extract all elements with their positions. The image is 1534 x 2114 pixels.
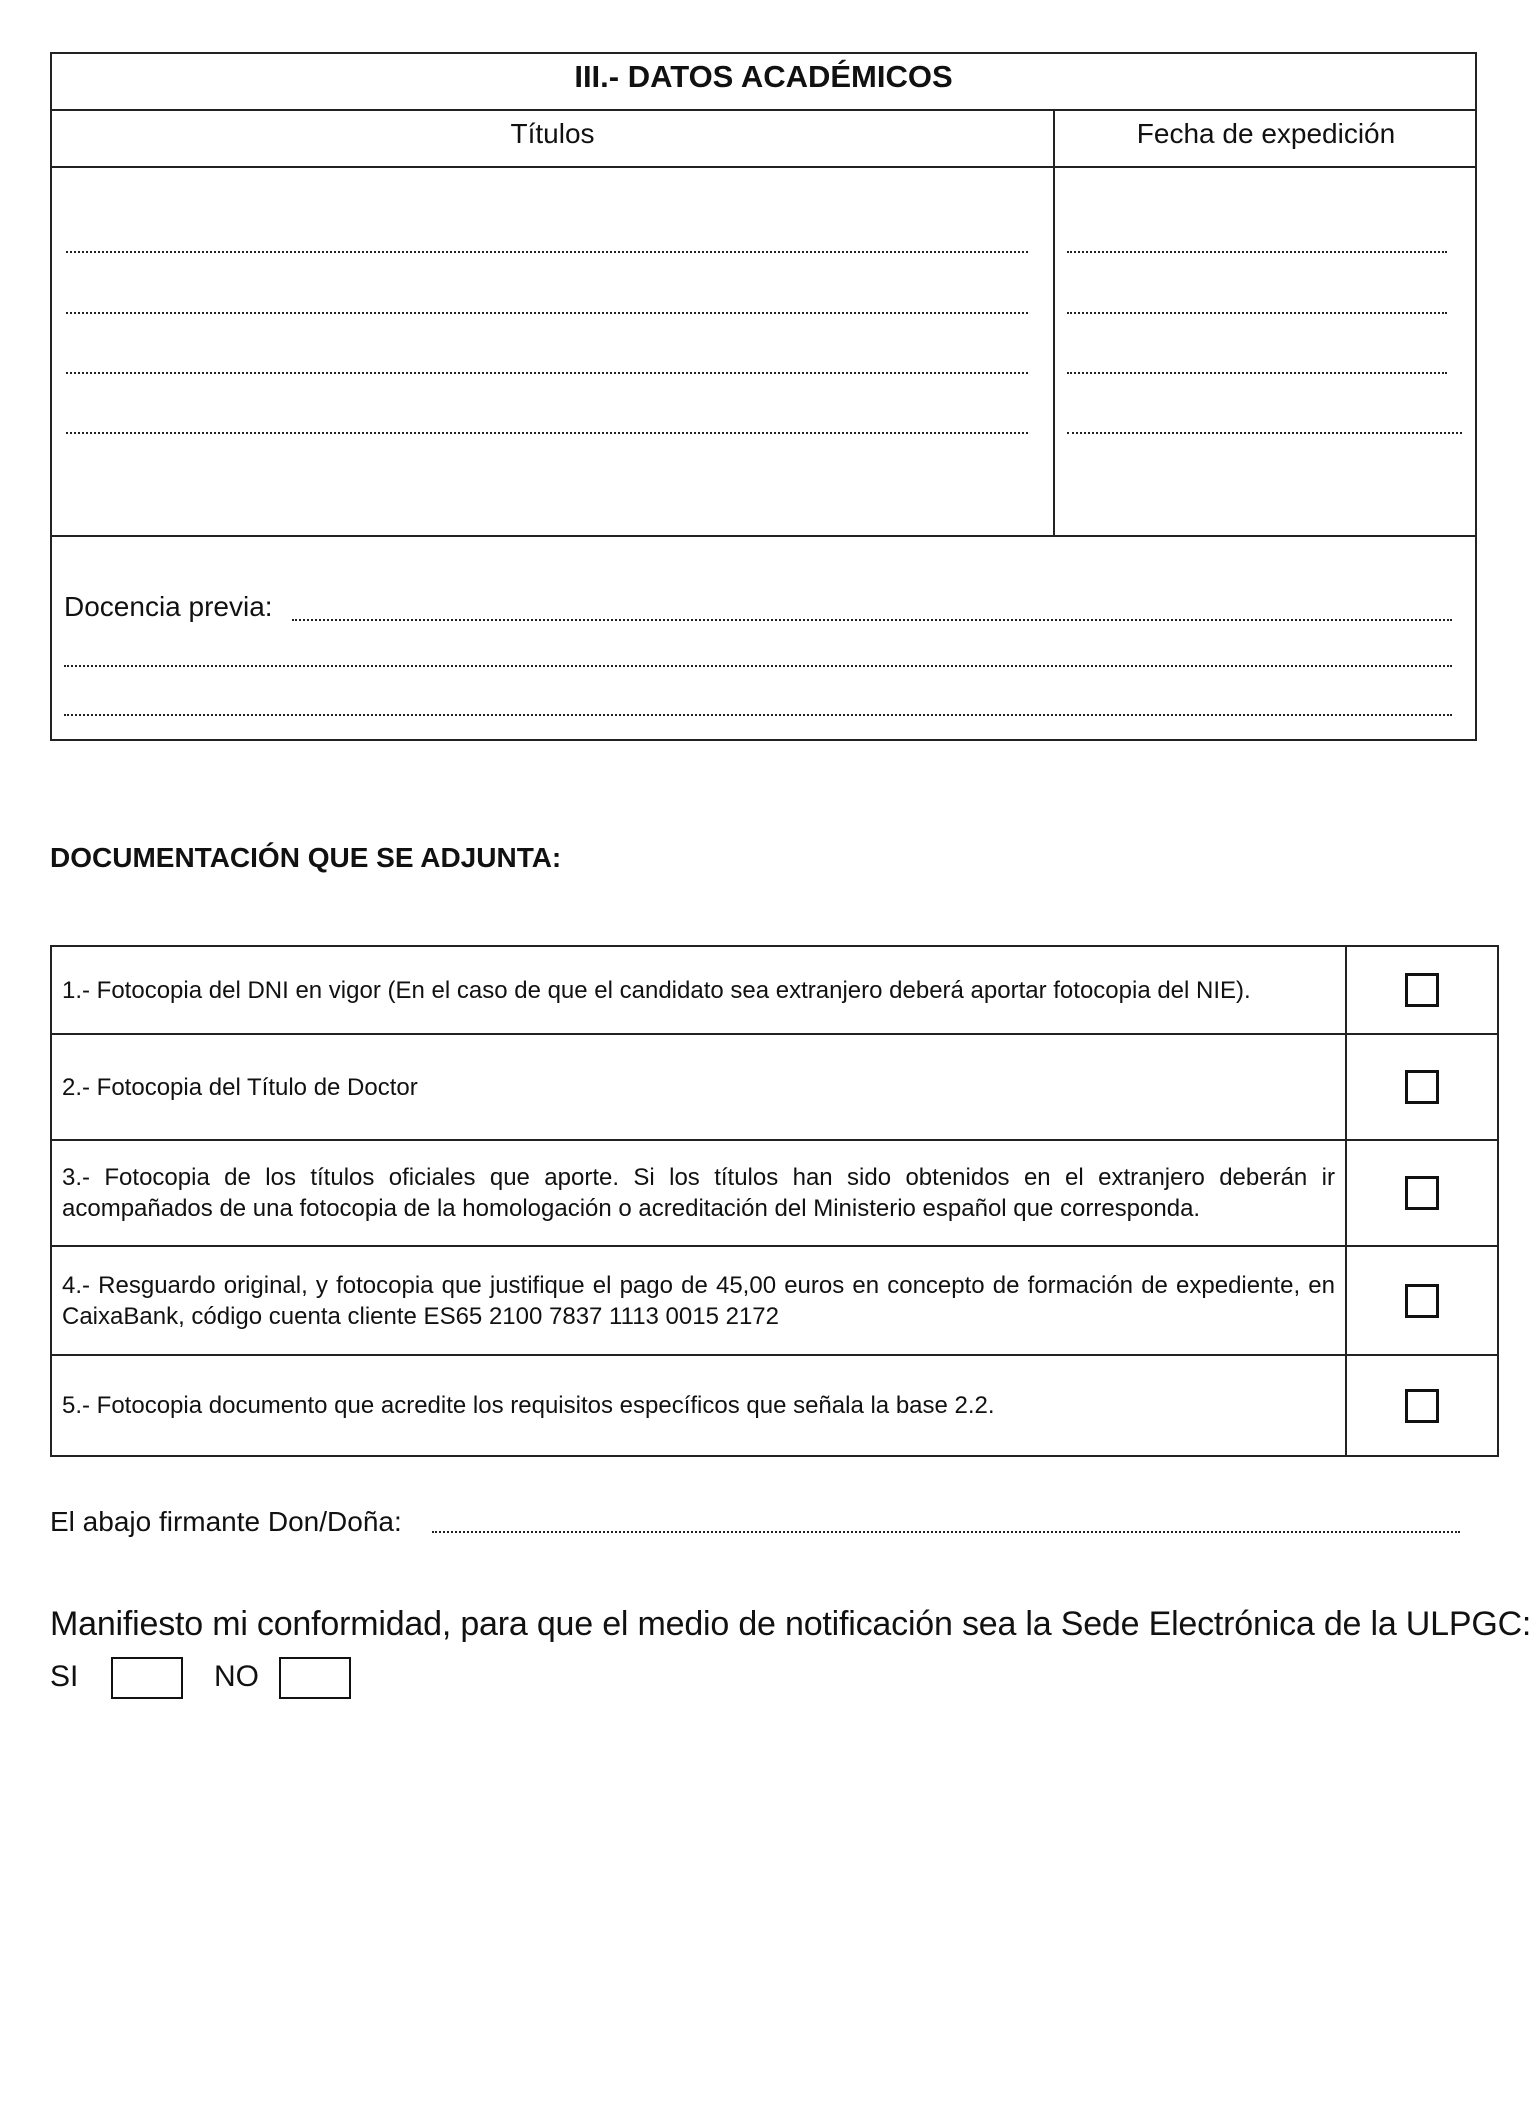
signatory-label: El abajo firmante Don/Doña: (50, 1506, 402, 1537)
document-item-text: 3.- Fotocopia de los títulos oficiales que aporte. Si los títulos han sido obtenidos en el extranjero deberán ir acompañados de una fotocopia de la homologación o acreditación del Ministerio español que corresponda. (62, 1164, 1335, 1222)
previous-teaching-line-2[interactable] (64, 665, 1452, 667)
academic-data-section (50, 52, 1477, 741)
notification-consent-text: Manifiesto mi conformidad, para que el medio de notificación sea la Sede Electrónica de la ULPGC: (50, 1605, 1532, 1643)
titles-entry-area (52, 168, 1055, 537)
title-entry-line-2[interactable] (66, 312, 1028, 314)
document-item-text: 2.- Fotocopia del Título de Doctor (62, 1073, 418, 1101)
document-checkbox-2[interactable] (1405, 1070, 1439, 1104)
previous-teaching-area (52, 537, 1475, 739)
title-entry-line-4[interactable] (66, 432, 1028, 434)
date-entry-line-2[interactable] (1067, 312, 1447, 314)
title-entry-line-1[interactable] (66, 251, 1028, 253)
document-checkbox-1[interactable] (1405, 973, 1439, 1007)
document-row (52, 1141, 1497, 1247)
document-row (52, 1035, 1497, 1141)
previous-teaching-line-1[interactable] (292, 619, 1452, 621)
attached-documents-table (50, 945, 1499, 1457)
document-item-text: 1.- Fotocopia del DNI en vigor (En el caso de que el candidato sea extranjero deberá aportar fotocopia del NIE). (62, 976, 1251, 1004)
yes-checkbox[interactable] (111, 1657, 183, 1699)
document-item-text: 4.- Resguardo original, y fotocopia que justifique el pago de 45,00 euros en concepto de formación de expediente, en CaixaBank, código cuenta cliente ES65 2100 7837 1113 0015 2172 (62, 1271, 1335, 1330)
attached-documents-heading: DOCUMENTACIÓN QUE SE ADJUNTA: (50, 842, 562, 873)
no-checkbox[interactable] (279, 1657, 351, 1699)
document-checkbox-5[interactable] (1405, 1389, 1439, 1423)
titles-column-header: Títulos (52, 111, 1055, 168)
issue-date-entry-area (1055, 168, 1477, 537)
no-label: NO (214, 1660, 259, 1693)
date-entry-line-1[interactable] (1067, 251, 1447, 253)
document-checkbox-3[interactable] (1405, 1176, 1439, 1210)
issue-date-column-header: Fecha de expedición (1055, 111, 1477, 168)
document-row (52, 947, 1497, 1035)
document-row (52, 1356, 1497, 1455)
date-entry-line-3[interactable] (1067, 372, 1447, 374)
previous-teaching-line-3[interactable] (64, 714, 1452, 716)
document-item-text: 5.- Fotocopia documento que acredite los requisitos específicos que señala la base 2.2. (62, 1392, 995, 1419)
signatory-name-line[interactable] (432, 1531, 1460, 1533)
title-entry-line-3[interactable] (66, 372, 1028, 374)
document-checkbox-4[interactable] (1405, 1284, 1439, 1318)
date-entry-line-4[interactable] (1067, 432, 1462, 434)
yes-label: SI (50, 1660, 79, 1693)
document-row (52, 1247, 1497, 1356)
previous-teaching-label: Docencia previa: (64, 591, 273, 622)
section-title: III.- DATOS ACADÉMICOS (52, 54, 1475, 111)
